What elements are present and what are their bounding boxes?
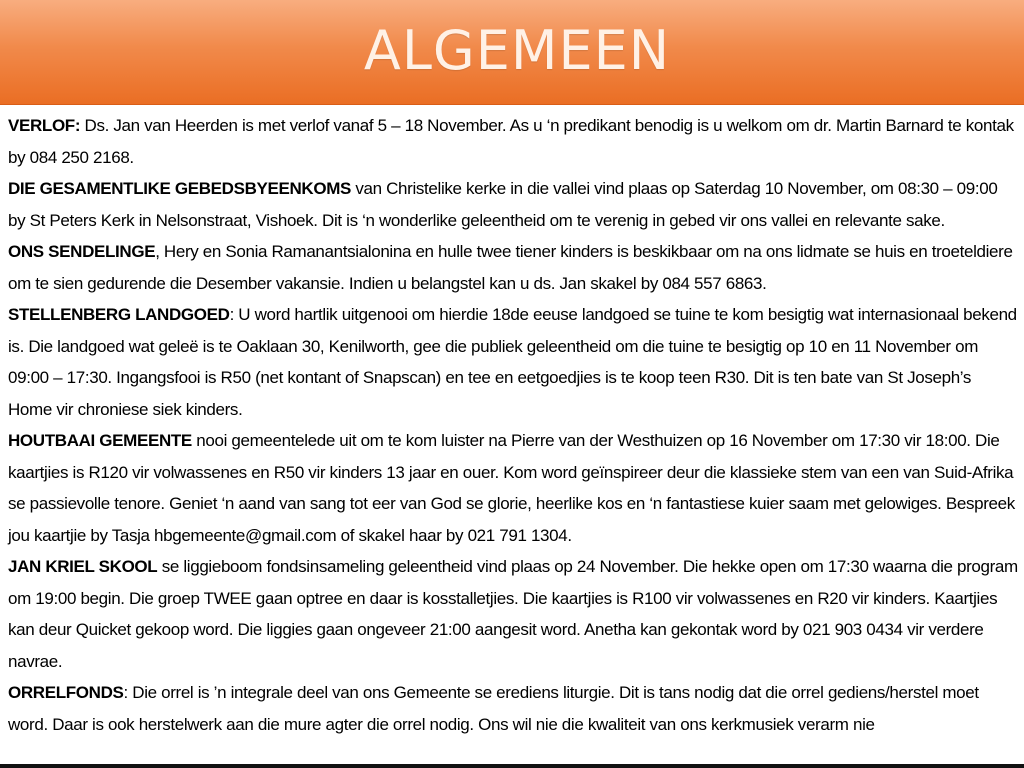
bottom-divider [0,764,1024,768]
announcement-text: : Die orrel is ’n integrale deel van ons Gemeente se erediens liturgie. Dit is tans nodig dat die orrel gediens/herstel moet word. Daar is ook herstelwerk aan die mure agter die orrel nodig. Ons wil nie die kwaliteit van ons kerkmusiek verarm nie [8,683,979,734]
announcement-text: Ds. Jan van Heerden is met verlof vanaf 5 – 18 November. As u ‘n predikant benodig is u welkom om dr. Martin Barnard te kontak by 084 250 2168. [8,116,1014,167]
announcement-heading: VERLOF: [8,116,81,135]
announcement-jan-kriel-skool [8,551,1018,677]
announcement-heading: ORRELFONDS [8,683,124,702]
announcement-heading: DIE GESAMENTLIKE GEBEDSBYEENKOMS [8,179,352,198]
announcement-text: se liggieboom fondsinsameling geleentheid vind plaas op 24 November. Die hekke open om 17:30 waarna die program om 19:00 begin. Die groep TWEE gaan optree en daar is kosstalletjies. Die kaartjies is R100 vir volwassenes en R20 vir kinders. Kaartjies kan deur Quicket gekoop word. Die liggies gaan ongeveer 21:00 aangesit word. Anetha kan gekontak word by 021 903 0434 vir verdere navrae. [8,557,1018,671]
announcement-heading: JAN KRIEL SKOOL [8,557,158,576]
page-title: ALGEMEEN [363,19,671,82]
announcement-orrelfonds [8,677,1018,740]
announcement-houtbaai [8,425,1018,551]
announcement-text: , Hery en Sonia Ramanantsialonina en hulle twee tiener kinders is beskikbaar om na ons lidmate se huis en troeteldiere om te sien gedurende die Desember vakansie. Indien u belangstel kan u ds. Jan skakel by 084 557 6863. [8,242,1013,293]
title-bar [0,0,1024,105]
announcements-body [8,110,1018,740]
announcement-heading: STELLENBERG LANDGOED [8,305,230,324]
announcement-gebedsbyeenkoms [8,173,1018,236]
announcement-heading: HOUTBAAI GEMEENTE [8,431,192,450]
announcement-verlof [8,110,1018,173]
announcement-heading: ONS SENDELINGE [8,242,156,261]
announcement-stellenberg [8,299,1018,425]
announcement-sendelinge [8,236,1018,299]
announcement-text: van Christelike kerke in die vallei vind plaas op Saterdag 10 November, om 08:30 – 09:00 by St Peters Kerk in Nelsonstraat, Vishoek. Dit is ‘n wonderlike geleentheid om te verenig in gebed vir ons vallei en relevante sake. [8,179,998,230]
announcement-text: nooi gemeentelede uit om te kom luister na Pierre van der Westhuizen op 16 November om 17:30 vir 18:00. Die kaartjies is R120 vir volwassenes en R50 vir kinders 13 jaar en ouer. Kom word geïnspireer deur die klassieke stem van een van Suid-Afrika se passievolle tenore. Geniet ‘n aand van sang tot eer van God se glorie, heerlike kos en ‘n fantastiese kuier saam met gelowiges. Bespreek jou kaartjie by Tasja hbgemeente@gmail.com of skakel haar by 021 791 1304. [8,431,1015,545]
announcement-text: : U word hartlik uitgenooi om hierdie 18de eeuse landgoed se tuine te kom besigtig wat internasionaal bekend is. Die landgoed wat geleë is te Oaklaan 30, Kenilworth, gee die publiek geleentheid om die tuine te besigtig op 10 en 11 November om 09:00 – 17:30. Ingangsfooi is R50 (net kontant of Snapscan) en tee en eetgoedjies is te koop teen R30. Dit is ten bate van St Joseph’s Home vir chroniese siek kinders. [8,305,1017,419]
